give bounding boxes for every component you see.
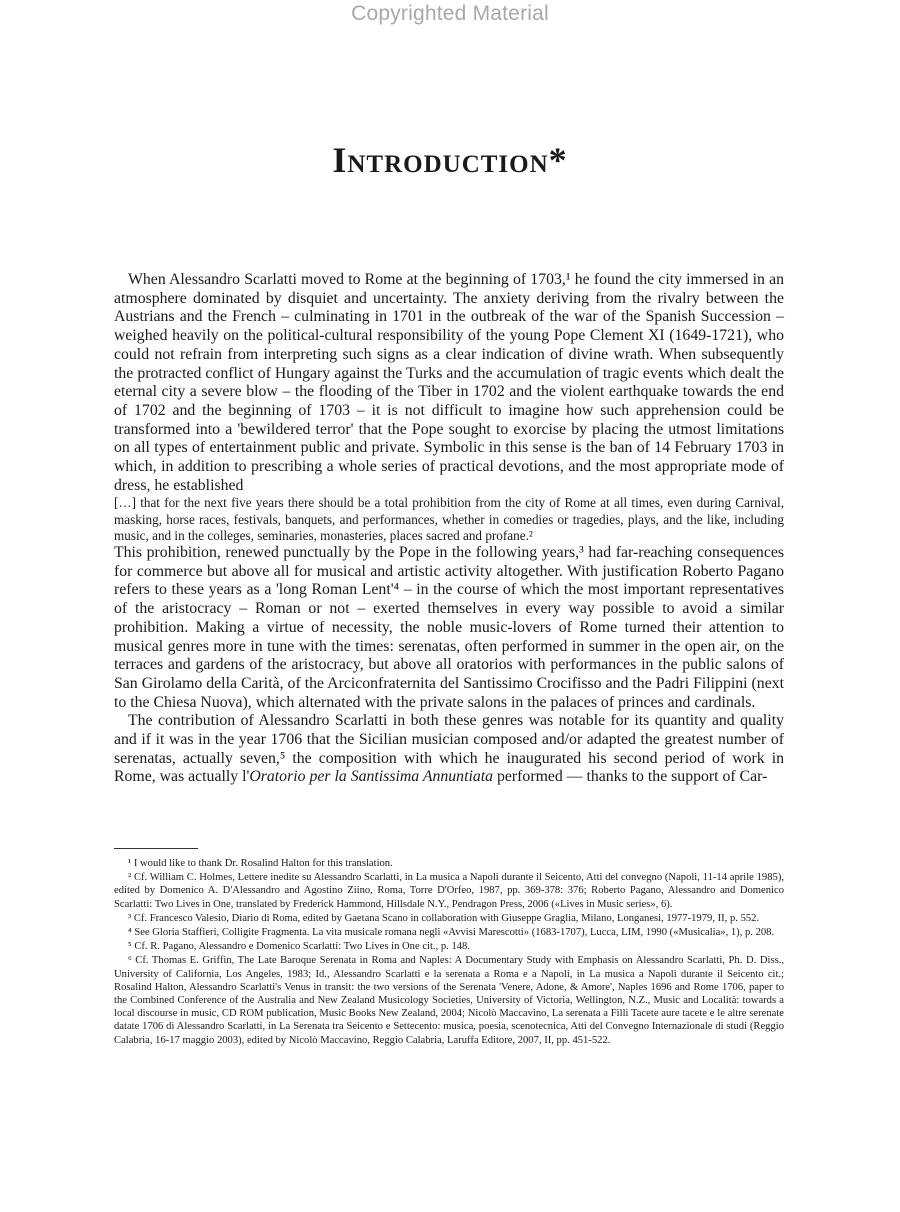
block-quote: […] that for the next five years there should be a total prohibition from the city of Rome at all times, even during Carnival, masking, horse races, festivals, banquets, and performances, whether in comedies or tragedies, plays, and the like, including music, and in the colleges, seminaries, monasteries, places sacred and profane.² [114, 495, 784, 543]
footnote-2: ² Cf. William C. Holmes, Lettere inedite su Alessandro Scarlatti, in La musica a Napoli durante il Seicento, Atti del convegno (Napoli, 11-14 aprile 1985), edited by Domenico A. D'Alessandro and Agostino Ziino, Roma, Torre D'Orfeo, 1987, pp. 369-378: 376; Roberto Pagano, Alessandro and Domenico Scarlatti: Two Lives in One, translated by Frederick Hammond, Hillsdale N.Y., Pendragon Press, 2006 («Lives in Music series», 6). [114, 872, 784, 910]
footnote-separator [114, 848, 198, 849]
copyright-watermark: Copyrighted Material [351, 2, 549, 25]
paragraph-3-text-b: performed — thanks to the support of Car- [493, 768, 768, 786]
paragraph-1: When Alessandro Scarlatti moved to Rome at the beginning of 1703,¹ he found the city immersed in an atmosphere dominated by disquiet and uncertainty. The anxiety deriving from the rivalry between the Austrians and the French – culminating in 1701 in the outbreak of the war of the Spanish Succession – weighed heavily on the political-cultural responsibility of the young Pope Clement XI (1649-1721), who could not refrain from interpreting such signs as a clear indication of divine wrath. When subsequently the protracted conflict of Hungary against the Turks and the accumulation of tragic events which dealt the eternal city a severe blow – the flooding of the Tiber in 1702 and the violent earthquake towards the end of 1702 and the beginning of 1703 – it is not difficult to imagine how such apprehension could be transformed into a 'bewildered terror' that the Pope sought to exorcise by placing the utmost limitations on all types of entertainment public and private. Symbolic in this sense is the ban of 14 February 1703 in which, in addition to prescribing a whole series of practical devotions, and the most appropriate mode of dress, he established [114, 271, 784, 494]
paragraph-3-text-a: The contribution of Alessandro Scarlatti in both these genres was notable for its quantity and quality and if it was in the year 1706 that the Sicilian musician composed and/or adapted the greatest number of serenatas, actually seven,⁵ the composition with which he inaugurated his second period of work in Rome, was actually l' [114, 712, 784, 786]
chapter-title: Introduction* [332, 140, 568, 181]
footnote-6: ⁶ Cf. Thomas E. Griffin, The Late Baroque Serenata in Roma and Naples: A Documentary Study with Emphasis on Alessandro Scarlatti, Ph. D. Diss., University of California, Los Angeles, 1983; Id., Alessandro Scarlatti e la serenata a Roma e a Napoli, in La musica a Napoli durante il Seicento cit.; Rosalind Halton, Alessandro Scarlatti's Venus in transit: the two versions of the Serenata 'Venere, Adone, & Amore', Naples 1696 and Rome 1706, paper to the Combined Conference of the Australia and New Zealand Musicology Societies, University of Victoria, Wellington, N.Z., Music and Località: towards a local discourse in music, CD ROM publication, Music Books New Zealand, 2004; Nicolò Maccavino, La serenata a Filli Tacete aure tacete e le altre serenate datate 1706 di Alessandro Scarlatti, in La Serenata tra Seicento e Settecento: musica, poesia, scenotecnica, Atti del Convegno Internazionale di studi (Reggio Calabria, 16-17 maggio 2003), edited by Nicolò Maccavino, Reggio Calabria, Laruffa Editore, 2007, II, pp. 451-522. [114, 955, 784, 1046]
footnote-5: ⁵ Cf. R. Pagano, Alessandro e Domenico Scarlatti: Two Lives in One cit., p. 148. [128, 941, 470, 953]
paragraph-2: This prohibition, renewed punctually by the Pope in the following years,³ had far-reaching consequences for commerce but above all for musical and artistic activity altogether. With justification Roberto Pagano refers to these years as a 'long Roman Lent'⁴ – in the course of which the most important representatives of the aristocracy – Roman or not – exerted themselves in every way possible to avoid a similar prohibition. Making a virtue of necessity, the noble music-lovers of Rome turned their attention to musical genres more in tune with the times: serenatas, often performed in summer in the open air, on the terraces and gardens of the aristocracy, but above all oratorios with performances in the public salons of San Girolamo della Carità, of the Arciconfraternita del Santissimo Crocifisso and the Padri Filippini (next to the Chiesa Nuova), which alternated with the private salons in the palaces of princes and cardinals. [114, 544, 784, 711]
paragraph-3 [114, 712, 784, 787]
oratorio-title: Oratorio per la Santissima Annuntiata [249, 768, 494, 786]
footnote-1: ¹ I would like to thank Dr. Rosalind Halton for this translation. [128, 858, 393, 869]
footnotes [114, 857, 784, 1048]
footnote-4: ⁴ See Gloria Staffieri, Colligite Fragmenta. La vita musicale romana negli «Avvisi Marescotti» (1683-1707), Lucca, LIM, 1990 («Musicalia», 1), p. 208. [128, 927, 775, 939]
body-text [114, 271, 784, 787]
footnote-3: ³ Cf. Francesco Valesio, Diario di Roma, edited by Gaetana Scano in collaboration with Giuseppe Graglia, Milano, Longanesi, 1977-1979, II, p. 552. [128, 912, 760, 924]
